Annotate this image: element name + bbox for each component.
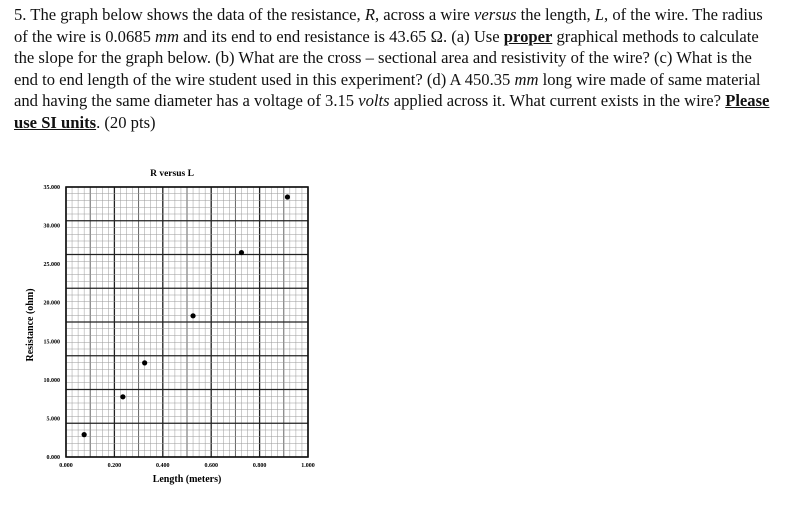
length-symbol: L bbox=[594, 5, 605, 24]
y-tick-label: 0.000 bbox=[46, 455, 60, 461]
y-tick-label: 10.000 bbox=[43, 377, 60, 384]
points-label: (20 pts) bbox=[104, 112, 156, 132]
x-tick-label: 0.600 bbox=[204, 463, 218, 469]
chart-title: R versus L bbox=[150, 169, 194, 179]
y-tick-label: 30.000 bbox=[43, 223, 60, 230]
data-point bbox=[82, 432, 87, 437]
si-units-emphasis: Please use SI units bbox=[14, 91, 770, 132]
data-point bbox=[239, 250, 244, 255]
proper-emphasis: proper bbox=[503, 26, 553, 46]
y-tick-label: 15.000 bbox=[43, 339, 60, 346]
data-point bbox=[142, 360, 147, 365]
data-point bbox=[190, 313, 195, 318]
chart-grid bbox=[66, 187, 308, 457]
problem-statement: 5. The graph below shows the data of the resistance, R, across a wire versus the length, L, of the wire. The radius of the wire is 0.0685 mm and its end to end resistance is 43.65 Ω. (a) Use proper graphical methods to calculate the slope for the graph below. (b) What are the cross – sectional area and resistivity of the wire? (c) What is the end to end length of the wire student used in this experiment? (d) A 450.35 mm long wire made of same material and having the same diameter has a voltage of 3.15 volts applied across it. What current exists in the wire? Please use SI units. (20 pts) bbox=[14, 5, 770, 132]
y-tick-label: 35.000 bbox=[43, 185, 60, 191]
x-tick-label: 1.000 bbox=[301, 463, 315, 469]
y-tick-label: 5.000 bbox=[46, 416, 60, 423]
x-tick-label: 0.400 bbox=[156, 463, 170, 469]
x-axis-label: Length (meters) bbox=[152, 474, 222, 485]
x-tick-label: 0.800 bbox=[252, 463, 267, 469]
data-point bbox=[285, 194, 290, 199]
x-tick-label: 0.000 bbox=[59, 463, 73, 469]
problem-number: 5. bbox=[14, 5, 27, 24]
x-tick-label: 0.200 bbox=[107, 463, 122, 469]
y-tick-label: 25.000 bbox=[43, 262, 60, 269]
y-tick-label: 20.000 bbox=[43, 300, 60, 307]
resistance-symbol: R bbox=[364, 5, 375, 24]
y-axis-label: Resistance (ohm) bbox=[25, 288, 36, 362]
data-point bbox=[120, 394, 125, 399]
chart-points bbox=[82, 194, 290, 437]
